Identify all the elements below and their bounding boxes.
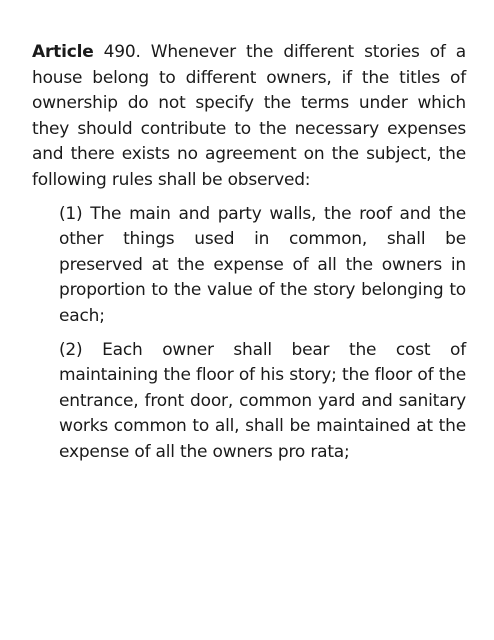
article-intro-text: Whenever the different stories of a house belong to different owners, if the titles of ownership do not specify the terms under which they should contribute to the necessary expenses and there exists no agreement on the subject, the following rules shall be observed: xyxy=(32,42,466,190)
article-label: Article xyxy=(32,42,94,62)
article-intro-paragraph xyxy=(32,40,466,194)
document-page xyxy=(32,40,466,474)
rule-paragraph-2: (2) Each owner shall bear the cost of maintaining the floor of his story; the floor of the entrance, front door, common yard and sanitary works common to all, shall be maintained at the expense of all the owners pro rata; xyxy=(59,339,466,462)
rule-paragraph-1: (1) The main and party walls, the roof and the other things used in common, shall be preserved at the expense of all the owners in proportion to the value of the story belonging to each; xyxy=(59,203,466,326)
article-number: 490. xyxy=(103,42,141,62)
